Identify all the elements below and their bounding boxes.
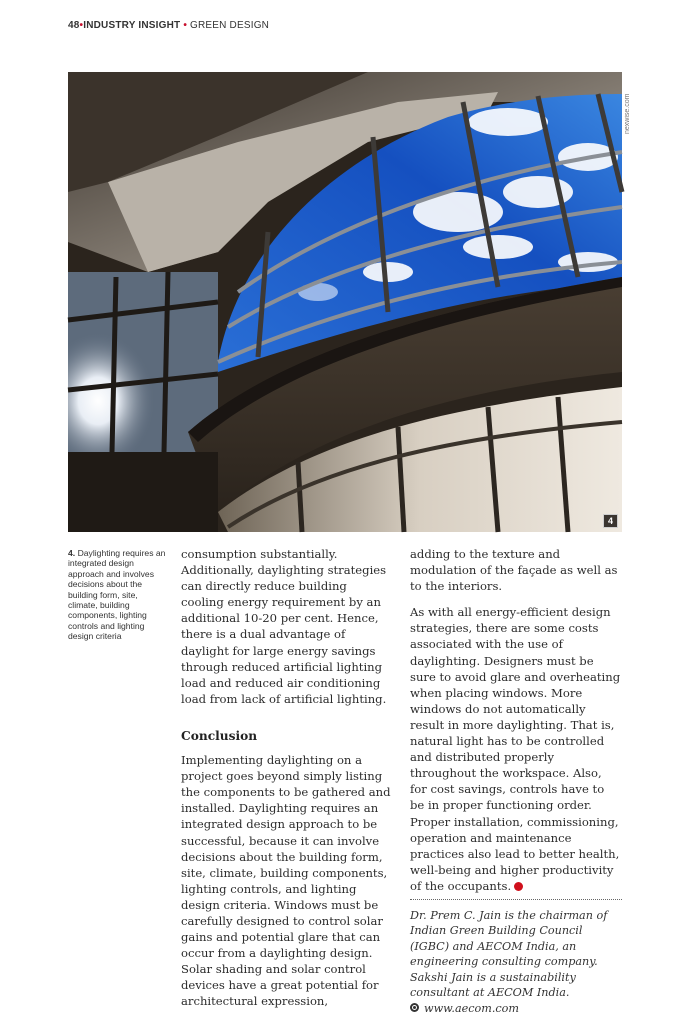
caption-number: 4. — [68, 548, 76, 558]
body-paragraph: Implementing daylighting on a project goes beyond simply listing the components to be gathered and installed. Daylighting requires an integrated design approach to be successful, because it can involve decisions about the building form, site, climate, building components, lighting controls, and lighting design criteria. Windows must be carefully designed to control solar gains and potential glare that can occur from a daylighting design. Solar shading and solar control devices have a great potential for architectural expression, — [181, 753, 391, 1009]
author-website — [410, 1001, 622, 1016]
figure-caption — [68, 548, 168, 642]
author-bio: Dr. Prem C. Jain is the chairman of Indian Green Building Council (IGBC) and AECOM India, an engineering consulting company. Sakshi Jain is a sustainability consultant at AECOM India. — [410, 908, 608, 1000]
photo-credit: nexwise.com — [624, 93, 631, 134]
separator-dot-icon: • — [183, 20, 188, 31]
running-head — [68, 20, 269, 31]
section-heading: Conclusion — [181, 728, 258, 743]
subsection-name: GREEN DESIGN — [190, 20, 270, 31]
caption-text: Daylighting requires an integrated design approach and involves decisions about the building form, site, climate, building components, lighting controls and lighting design criteria — [68, 548, 166, 642]
figure-number-badge: 4 — [603, 514, 618, 528]
website-link[interactable]: www.aecom.com — [424, 1001, 520, 1015]
body-paragraph: adding to the texture and modulation of the façade as well as to the interiors. — [410, 547, 618, 594]
body-paragraph-text: As with all energy-efficient design strategies, there are some costs associated with the use of daylighting. Designers must be sure to avoid glare and overheating when placing windows. More windows do not automatically result in more daylighting. That is, natural light has to be controlled and distributed properly throughout the workspace. Also, for cost savings, controls have to be in proper functioning order. Proper installation, commissioning, operation and maintenance practices also lead to better health, well-being and higher productivity of the occupants. — [410, 605, 621, 893]
article-column-2 — [410, 546, 622, 1016]
article-column-1 — [181, 546, 393, 1010]
separator-dot-icon: • — [79, 20, 84, 31]
figure-photo — [68, 72, 622, 532]
page-number: 48 — [68, 20, 80, 31]
web-globe-icon — [410, 1003, 419, 1012]
section-name: INDUSTRY INSIGHT — [83, 20, 181, 31]
body-paragraph: consumption substantially. Additionally, daylighting strategies can directly reduce building cooling energy requirement by an additional 10-20 per cent. Hence, there is a dual advantage of daylight for large energy savings through reduced artificial lighting load and reduced air conditioning load from lack of artificial lighting. — [181, 547, 387, 706]
end-of-article-icon — [514, 882, 523, 891]
dotted-divider — [410, 899, 622, 900]
body-paragraph — [410, 604, 622, 894]
